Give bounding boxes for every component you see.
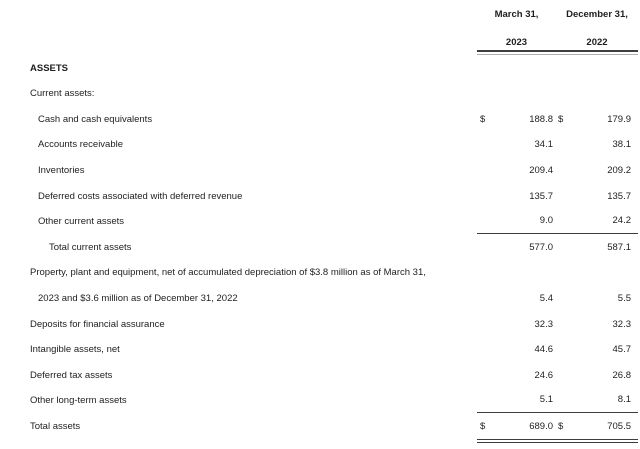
value-2023: 34.1 bbox=[534, 139, 553, 151]
row-label bbox=[0, 157, 477, 183]
table-row bbox=[0, 183, 640, 209]
value-2022: 45.7 bbox=[612, 344, 631, 356]
value-2022: 38.1 bbox=[612, 139, 631, 151]
row-label-text: Property, plant and equipment, net of accumulated depreciation of $3.8 million as of March 31, bbox=[30, 267, 426, 279]
row-label bbox=[0, 260, 477, 311]
table-row bbox=[0, 55, 640, 81]
table-body bbox=[0, 55, 640, 443]
table-row bbox=[0, 106, 640, 132]
value-2023: 577.0 bbox=[529, 241, 553, 253]
table-row bbox=[0, 81, 640, 107]
row-label bbox=[0, 183, 477, 209]
table-row bbox=[0, 132, 640, 158]
row-label-text: Total current assets bbox=[49, 241, 132, 253]
value-2022: 705.5 bbox=[607, 420, 631, 432]
row-label bbox=[0, 413, 477, 439]
table-row bbox=[0, 337, 640, 363]
currency-symbol: $ bbox=[558, 113, 564, 125]
row-values bbox=[477, 234, 638, 260]
double-rule bbox=[477, 439, 638, 443]
row-values bbox=[477, 209, 638, 235]
row-label-text: Deferred costs associated with deferred revenue bbox=[38, 190, 243, 202]
row-label bbox=[0, 209, 477, 235]
value-2022: 8.1 bbox=[617, 394, 631, 406]
row-label bbox=[0, 81, 477, 107]
row-values bbox=[477, 388, 638, 414]
value-2022: 135.7 bbox=[607, 190, 631, 202]
value-2023: 135.7 bbox=[529, 190, 553, 202]
value-2023: 5.1 bbox=[539, 394, 553, 406]
row-values bbox=[477, 81, 638, 107]
column-header-december-31-2022 bbox=[556, 9, 638, 48]
value-2023: 5.4 bbox=[539, 292, 553, 304]
row-values bbox=[477, 337, 638, 363]
row-label-text: Deferred tax assets bbox=[30, 369, 113, 381]
row-label-text: ASSETS bbox=[30, 62, 69, 74]
row-label bbox=[0, 362, 477, 388]
total-rule-row bbox=[0, 439, 640, 443]
row-label-text: Cash and cash equivalents bbox=[38, 113, 153, 125]
header-columns bbox=[477, 0, 638, 48]
row-label bbox=[0, 55, 477, 81]
row-label bbox=[0, 337, 477, 363]
column-header-march-31-2023 bbox=[477, 9, 556, 48]
row-label-text: Intangible assets, net bbox=[30, 344, 120, 356]
column-header-date: March 31, bbox=[494, 9, 539, 20]
currency-symbol: $ bbox=[480, 113, 486, 125]
row-values bbox=[477, 413, 638, 439]
currency-symbol: $ bbox=[558, 420, 564, 432]
table-row bbox=[0, 209, 640, 235]
row-label bbox=[0, 132, 477, 158]
table-row bbox=[0, 234, 640, 260]
value-2023: 32.3 bbox=[534, 318, 553, 330]
table-row bbox=[0, 157, 640, 183]
row-label-text: Other long-term assets bbox=[30, 395, 127, 407]
row-label bbox=[0, 106, 477, 132]
row-label-text: Other current assets bbox=[38, 216, 125, 228]
column-header-year: 2022 bbox=[586, 37, 608, 48]
row-values bbox=[477, 157, 638, 183]
rule-spacer bbox=[0, 439, 477, 443]
row-label-text: Deposits for financial assurance bbox=[30, 318, 165, 330]
value-2023: 44.6 bbox=[534, 344, 553, 356]
value-2022: 26.8 bbox=[612, 369, 631, 381]
row-values bbox=[477, 183, 638, 209]
table-row bbox=[0, 311, 640, 337]
table-row bbox=[0, 413, 640, 439]
row-values bbox=[477, 362, 638, 388]
row-label bbox=[0, 311, 477, 337]
table-header bbox=[0, 0, 640, 48]
value-2023: 689.0 bbox=[529, 420, 553, 432]
header-rule-row bbox=[0, 48, 640, 55]
row-values bbox=[477, 55, 638, 81]
row-label-text: Accounts receivable bbox=[38, 139, 124, 151]
value-2022: 24.2 bbox=[612, 215, 631, 227]
value-2022: 587.1 bbox=[607, 241, 631, 253]
table-row bbox=[0, 362, 640, 388]
row-label-text-line2: 2023 and $3.6 million as of December 31, 2022 bbox=[38, 292, 238, 304]
value-2023: 188.8 bbox=[529, 113, 553, 125]
column-header-date: December 31, bbox=[566, 9, 628, 20]
header-rule-spacer bbox=[0, 48, 477, 55]
value-2022: 209.2 bbox=[607, 164, 631, 176]
row-values bbox=[477, 260, 638, 311]
value-2022: 32.3 bbox=[612, 318, 631, 330]
currency-symbol: $ bbox=[480, 420, 486, 432]
table-row bbox=[0, 260, 640, 311]
value-2023: 209.4 bbox=[529, 164, 553, 176]
column-header-year: 2023 bbox=[505, 37, 528, 48]
row-values bbox=[477, 132, 638, 158]
table-row bbox=[0, 388, 640, 414]
value-2022: 179.9 bbox=[607, 113, 631, 125]
row-label-text: Total assets bbox=[30, 420, 81, 432]
row-label-text: Current assets: bbox=[30, 88, 95, 100]
row-label bbox=[0, 388, 477, 414]
value-2023: 24.6 bbox=[534, 369, 553, 381]
value-2022: 5.5 bbox=[617, 292, 631, 304]
row-values bbox=[477, 311, 638, 337]
header-spacer bbox=[0, 0, 477, 48]
row-label-text: Inventories bbox=[38, 164, 85, 176]
row-label bbox=[0, 234, 477, 260]
value-2023: 9.0 bbox=[539, 215, 553, 227]
row-values bbox=[477, 106, 638, 132]
